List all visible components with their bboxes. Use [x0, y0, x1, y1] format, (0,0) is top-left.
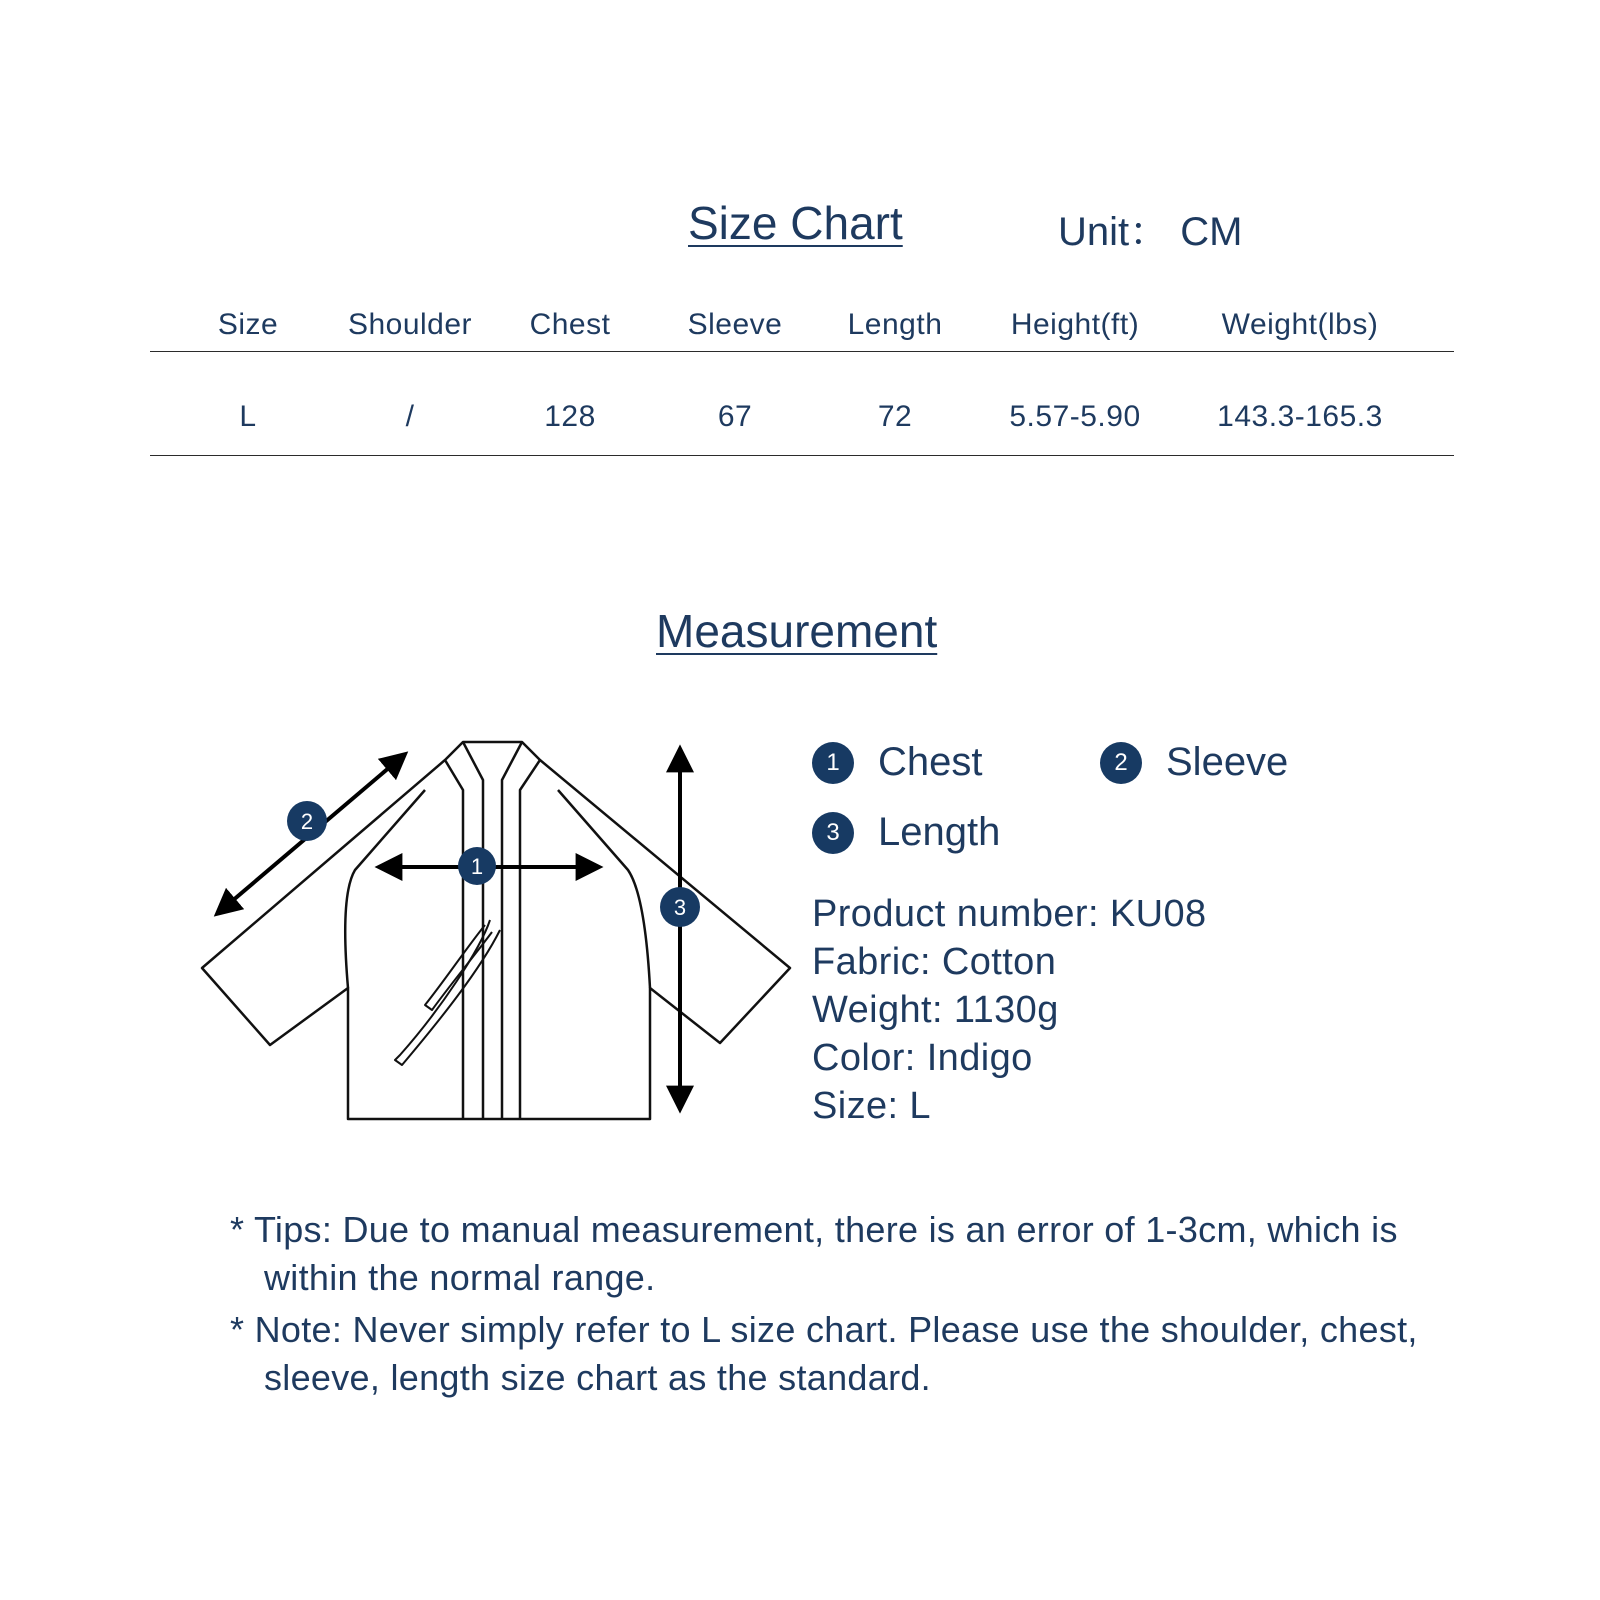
marker-chest [458, 847, 496, 885]
spec-fabric: Fabric: Cotton [812, 941, 1057, 983]
header-shoulder: Shoulder [347, 308, 473, 341]
spec-color: Color: Indigo [812, 1037, 1033, 1079]
legend-chest [812, 740, 983, 785]
table-cell: 67 [717, 400, 753, 433]
marker-sleeve [287, 801, 327, 841]
table-cell: 143.3-165.3 [1217, 400, 1383, 433]
kimono-diagram [180, 720, 800, 1140]
marker-length [660, 887, 700, 927]
seam-left [345, 790, 425, 988]
collar-left [445, 760, 463, 1119]
header-height: Height(ft) [1010, 308, 1140, 341]
collar-right [520, 760, 540, 1119]
header-size: Size [217, 308, 279, 341]
legend-length [812, 810, 1000, 855]
tips-note: * Tips: Due to manual measurement, there is an error of 1-3cm, which is within the normal range. [230, 1209, 1398, 1298]
table-cell: 72 [877, 400, 913, 433]
header-weight: Weight(lbs) [1221, 308, 1379, 341]
badge-1: 1 [812, 742, 854, 784]
table-header-divider [150, 351, 1454, 352]
badge-3: 3 [812, 812, 854, 854]
header-chest: Chest [529, 308, 611, 341]
table-bottom-divider [150, 455, 1454, 456]
spec-product-number: Product number: KU08 [812, 893, 1207, 935]
marker-sleeve-label: 2 [300, 809, 314, 834]
table-cell: L [239, 400, 257, 433]
garment-outline [202, 742, 790, 1119]
header-length: Length [847, 308, 943, 341]
table-cell: 5.57-5.90 [1009, 400, 1141, 433]
measurement-title: Measurement [656, 605, 938, 657]
marker-length-label: 3 [673, 895, 687, 920]
size-note: * Note: Never simply refer to L size chart. Please use the shoulder, chest, sleeve, length size chart as the standard. [230, 1309, 1418, 1398]
legend-label: Chest [878, 740, 983, 784]
table-cell: 128 [544, 400, 596, 433]
table-cell: / [405, 400, 415, 433]
spec-size: Size: L [812, 1085, 931, 1127]
badge-2: 2 [1100, 742, 1142, 784]
marker-chest-label: 1 [470, 854, 484, 879]
size-chart-title: Size Chart [688, 197, 903, 249]
legend-label: Length [878, 810, 1001, 854]
legend-sleeve [1100, 740, 1288, 785]
unit-label: Unit： CM [1058, 210, 1243, 254]
spec-weight: Weight: 1130g [812, 989, 1059, 1031]
legend-label: Sleeve [1166, 740, 1289, 784]
header-sleeve: Sleeve [687, 308, 783, 341]
seam-right [558, 790, 650, 988]
